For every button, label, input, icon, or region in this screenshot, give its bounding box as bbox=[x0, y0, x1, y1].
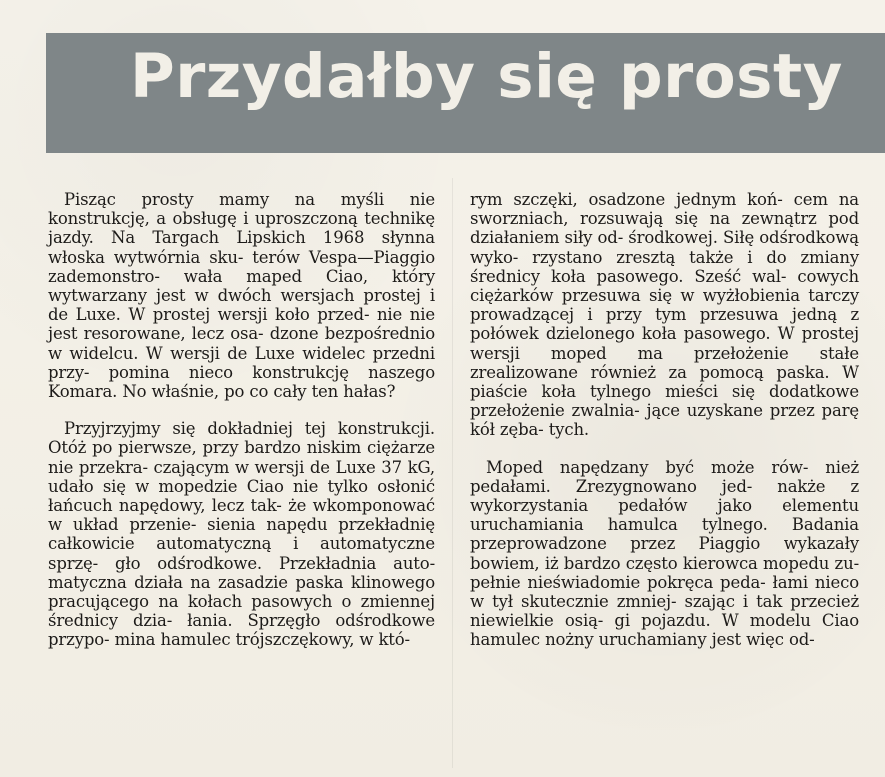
left-column bbox=[48, 190, 435, 650]
paragraph-gap bbox=[470, 440, 859, 458]
headline-band bbox=[46, 33, 885, 153]
right-paragraph-2: Moped napędzany być może rów- nież pedałami. Zrezygnowano jed- nakże z wykorzystania pedałów jako elementu uruchamiania hamulca tylnego. Badania przeprowadzone przez Piaggio wykazały bowiem, iż bardzo często kierowca mopedu zu- pełnie nieświadomie pokręca peda- łami nieco w tył skutecznie zmniej- szając i tak przecież niewielkie osią- gi pojazdu. W modelu Ciao hamulec nożny uruchamiany jest więc od- bbox=[470, 457, 859, 650]
right-paragraph-1: rym szczęki, osadzone jednym koń- cem na sworzniach, rozsuwają się na zewnątrz pod działaniem siły od- środkowej. Siłę odśrodkową wyko- rzystano zresztą także i do zmiany średnicy koła pasowego. Sześć wal- cowych ciężarków przesuwa się w wyżłobienia tarczy prowadzącej i przy tym przesuwa jedną z połówek dzielonego koła pasowego. W prostej wersji moped ma przełożenie stałe zrealizowane również za pomocą paska. W piaście koła tylnego mieści się dodatkowe przełożenie zwalnia- jące uzyskane przez parę kół zęba- tych. bbox=[470, 190, 859, 440]
article-headline: Przydałby się prosty bbox=[130, 41, 843, 112]
left-paragraph-1: Pisząc prosty mamy na myśli nie konstrukcję, a obsługę i uproszczoną technikę jazdy. Na Targach Lipskich 1968 słynna włoska wytwórnia sku- terów Vespa—Piaggio zademonstro- wała maped Ciao, który wytwarzany jest w dwóch wersjach prostej i de Luxe. W prostej wersji koło przed- nie nie jest resorowane, lecz osa- dzone bezpośrednio w widelcu. W wersji de Luxe widelec przedni przy- pomina nieco konstrukcję naszego Komara. No właśnie, po co cały ten hałas? bbox=[48, 190, 435, 402]
right-column bbox=[470, 190, 859, 650]
column-divider bbox=[452, 178, 453, 768]
paragraph-gap bbox=[48, 401, 435, 419]
left-paragraph-2: Przyjrzyjmy się dokładniej tej konstrukcji. Otóż po pierwsze, przy bardzo niskim ciężarze nie przekra- czającym w wersji de Luxe 37 kG, udało się w mopedzie Ciao nie tylko osłonić łańcuch napędowy, lecz tak- że wkomponować w układ przenie- sienia napędu przekładnię całkowicie automatyczną i automatyczne sprzę- gło odśrodkowe. Przekładnia auto- matyczna działa na zasadzie paska klinowego pracującego na kołach pasowych o zmiennej średnicy dzia- łania. Sprzęgło odśrodkowe przypo- mina hamulec trójszczękowy, w któ- bbox=[48, 419, 435, 650]
